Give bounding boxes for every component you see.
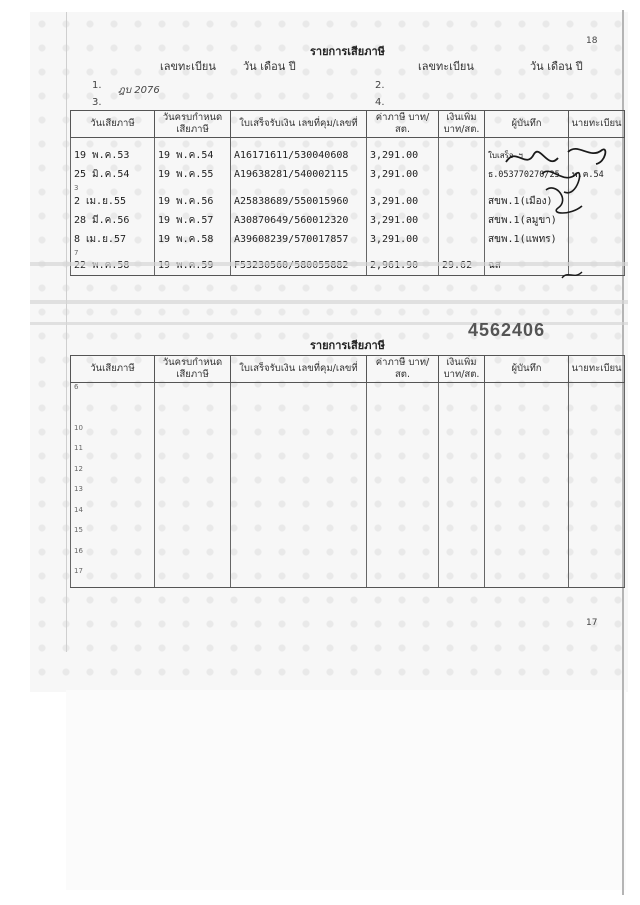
column-header-recorder: ผู้บันทึก xyxy=(485,111,569,138)
cell-tax-amount xyxy=(367,257,439,276)
table-row xyxy=(71,230,625,249)
empty-cell xyxy=(231,403,367,424)
registration-number-label-2: เลขทะเบียน xyxy=(418,60,474,73)
empty-cell xyxy=(485,424,569,445)
cell-paid-date: 2 เม.ย.55 xyxy=(71,192,155,211)
empty-cell xyxy=(439,506,485,527)
cell-paid-date: 19 พ.ค.53 xyxy=(71,146,155,165)
empty-cell xyxy=(155,444,231,465)
column-header-registrar: นายทะเบียน xyxy=(569,356,625,383)
cell-due-date: 19 พ.ค.57 xyxy=(155,211,231,230)
cell-paid-date: 28 มี.ค.56 xyxy=(71,211,155,230)
empty-cell xyxy=(439,444,485,465)
empty-cell xyxy=(231,567,367,588)
table-header-row xyxy=(71,111,625,138)
cell-due-date: 19 พ.ค.55 xyxy=(155,165,231,184)
column-header-due-date: วันครบกำหนด เสียภาษี xyxy=(155,111,231,138)
empty-cell xyxy=(439,403,485,424)
handwritten-signature-2 xyxy=(540,180,590,220)
row-index-label: 14 xyxy=(71,506,155,527)
table-row xyxy=(71,403,625,424)
empty-cell xyxy=(367,424,439,445)
scan-artifact-band xyxy=(30,262,628,266)
cell-surcharge xyxy=(439,165,485,184)
empty-cell xyxy=(439,485,485,506)
registration-item-1-value: ฎบ 2076 xyxy=(118,85,160,96)
empty-cell xyxy=(231,506,367,527)
table-row xyxy=(71,444,625,465)
empty-cell xyxy=(485,526,569,547)
row-index-label: 10 xyxy=(71,424,155,445)
empty-cell xyxy=(439,383,485,404)
cell-tax-amount: 3,291.00 xyxy=(367,146,439,165)
empty-cell xyxy=(569,506,625,527)
cell-due-date: 19 พ.ค.54 xyxy=(155,146,231,165)
empty-cell xyxy=(439,465,485,486)
empty-cell xyxy=(485,403,569,424)
empty-cell xyxy=(155,485,231,506)
cell-surcharge xyxy=(439,257,485,276)
column-header-paid-date: วันเสียภาษี xyxy=(71,111,155,138)
cell-due-date xyxy=(155,257,231,276)
empty-cell xyxy=(569,485,625,506)
cell-recorder xyxy=(485,257,569,276)
page-number-top: 18 xyxy=(586,36,598,46)
cell-recorder: สขพ.1(ลมูขา) xyxy=(485,211,569,230)
blank-lower-sheet xyxy=(66,690,626,890)
empty-cell xyxy=(231,444,367,465)
empty-cell xyxy=(485,506,569,527)
table-row xyxy=(71,567,625,588)
empty-cell xyxy=(155,567,231,588)
page-number-bottom: 17 xyxy=(586,618,598,628)
column-header-surcharge: เงินเพิ่ม บาท/สต. xyxy=(439,111,485,138)
registration-item-3-number: 3. xyxy=(92,97,102,108)
row-index-label: 15 xyxy=(71,526,155,547)
cell-recorder: สขพ.1(เมือง) xyxy=(485,192,569,211)
empty-cell xyxy=(367,567,439,588)
empty-cell xyxy=(367,465,439,486)
registration-date-label-2: วัน เดือน ปี xyxy=(530,60,583,73)
empty-cell xyxy=(231,465,367,486)
empty-cell xyxy=(439,567,485,588)
empty-cell xyxy=(439,547,485,568)
empty-cell xyxy=(155,547,231,568)
row-index-label: 3 xyxy=(71,184,155,192)
empty-cell xyxy=(485,465,569,486)
row-index-label: 13 xyxy=(71,485,155,506)
registration-item-1-number: 1. xyxy=(92,80,102,91)
table-header-row xyxy=(71,356,625,383)
table-row xyxy=(71,485,625,506)
row-index-label: 16 xyxy=(71,547,155,568)
registration-date-label-1: วัน เดือน ปี xyxy=(243,60,296,73)
column-header-tax-amount: ค่าภาษี บาท/สต. xyxy=(367,356,439,383)
empty-cell xyxy=(367,526,439,547)
cell-tax-amount: 3,291.00 xyxy=(367,192,439,211)
sheet-left-edge xyxy=(66,12,67,652)
empty-cell xyxy=(367,444,439,465)
table-row xyxy=(71,424,625,445)
empty-cell xyxy=(569,526,625,547)
empty-cell xyxy=(155,424,231,445)
cell-due-date: 19 พ.ค.56 xyxy=(155,192,231,211)
cell-paid-date: 25 มิ.ค.54 xyxy=(71,165,155,184)
table-row xyxy=(71,547,625,568)
empty-cell xyxy=(155,403,231,424)
empty-cell xyxy=(155,526,231,547)
cell-tax-amount: 3,291.00 xyxy=(367,211,439,230)
empty-cell xyxy=(367,403,439,424)
cell-tax-amount: 3,291.00 xyxy=(367,165,439,184)
empty-cell xyxy=(231,383,367,404)
column-header-receipt: ใบเสร็จรับเงิน เลขที่คุม/เลขที่ xyxy=(231,111,367,138)
empty-cell xyxy=(569,403,625,424)
cell-receipt: A30870649/560012320 xyxy=(231,211,367,230)
cell-surcharge xyxy=(439,192,485,211)
empty-cell xyxy=(231,526,367,547)
empty-cell xyxy=(231,547,367,568)
column-header-paid-date: วันเสียภาษี xyxy=(71,356,155,383)
registration-item-4-number: 4. xyxy=(375,97,385,108)
table-row xyxy=(71,465,625,486)
column-header-surcharge: เงินเพิ่ม บาท/สต. xyxy=(439,356,485,383)
cell-paid-date xyxy=(71,257,155,276)
table-row xyxy=(71,383,625,404)
empty-cell xyxy=(485,383,569,404)
registration-item-2-number: 2. xyxy=(375,80,385,91)
cell-recorder: ใบเสร็จ ฯ xyxy=(485,146,569,165)
empty-cell xyxy=(367,547,439,568)
table-row xyxy=(71,506,625,527)
empty-cell xyxy=(155,506,231,527)
empty-cell xyxy=(569,383,625,404)
cell-recorder: สขพ.1(แพทร) xyxy=(485,230,569,249)
row-index-label: 12 xyxy=(71,465,155,486)
empty-cell xyxy=(155,383,231,404)
column-header-recorder: ผู้บันทึก xyxy=(485,356,569,383)
section-title-tax-records: รายการเสียภาษี xyxy=(310,45,385,58)
empty-cell xyxy=(439,526,485,547)
empty-cell xyxy=(439,424,485,445)
cell-tax-amount: 3,291.00 xyxy=(367,230,439,249)
empty-cell xyxy=(569,567,625,588)
empty-cell xyxy=(485,485,569,506)
cell-receipt xyxy=(231,257,367,276)
empty-cell xyxy=(231,424,367,445)
empty-cell xyxy=(485,547,569,568)
scan-artifact-band xyxy=(30,300,628,304)
empty-cell xyxy=(485,444,569,465)
cell-receipt: A25838689/550015960 xyxy=(231,192,367,211)
row-index-label: 6 xyxy=(71,383,155,404)
handwritten-mark xyxy=(560,268,584,282)
empty-cell xyxy=(231,485,367,506)
empty-cell xyxy=(569,444,625,465)
cell-surcharge xyxy=(439,230,485,249)
empty-cell xyxy=(569,424,625,445)
cell-paid-date: 8 เม.ย.57 xyxy=(71,230,155,249)
empty-cell xyxy=(569,547,625,568)
empty-cell xyxy=(569,465,625,486)
column-header-due-date: วันครบกำหนด เสียภาษี xyxy=(155,356,231,383)
empty-cell xyxy=(367,485,439,506)
empty-cell xyxy=(367,383,439,404)
column-header-registrar: นายทะเบียน xyxy=(569,111,625,138)
row-index-label: 11 xyxy=(71,444,155,465)
empty-cell xyxy=(485,567,569,588)
cell-due-date: 19 พ.ค.58 xyxy=(155,230,231,249)
empty-cell xyxy=(367,506,439,527)
cell-receipt: A19638281/540002115 xyxy=(231,165,367,184)
cell-registrar: พ.ค.54 xyxy=(569,165,625,184)
tax-payment-table-2 xyxy=(70,355,625,588)
cell-receipt: A39608239/570017857 xyxy=(231,230,367,249)
column-header-receipt: ใบเสร็จรับเงิน เลขที่คุม/เลขที่ xyxy=(231,356,367,383)
column-header-tax-amount: ค่าภาษี บาท/สต. xyxy=(367,111,439,138)
row-index-label xyxy=(71,403,155,424)
stamped-serial-number: 4562406 xyxy=(468,320,546,340)
table-row xyxy=(71,257,625,276)
table-row-index xyxy=(71,249,625,257)
cell-registrar xyxy=(569,230,625,249)
cell-recorder: ธ.053770270/25 xyxy=(485,165,569,184)
cell-receipt: A16171611/530040608 xyxy=(231,146,367,165)
row-index-label: 17 xyxy=(71,567,155,588)
cell-surcharge xyxy=(439,211,485,230)
row-index-label: 7 xyxy=(71,249,155,257)
table-row xyxy=(71,526,625,547)
section-title-tax-records-2: รายการเสียภาษี xyxy=(310,339,385,352)
empty-cell xyxy=(155,465,231,486)
cell-surcharge xyxy=(439,146,485,165)
registration-number-label-1: เลขทะเบียน xyxy=(160,60,216,73)
